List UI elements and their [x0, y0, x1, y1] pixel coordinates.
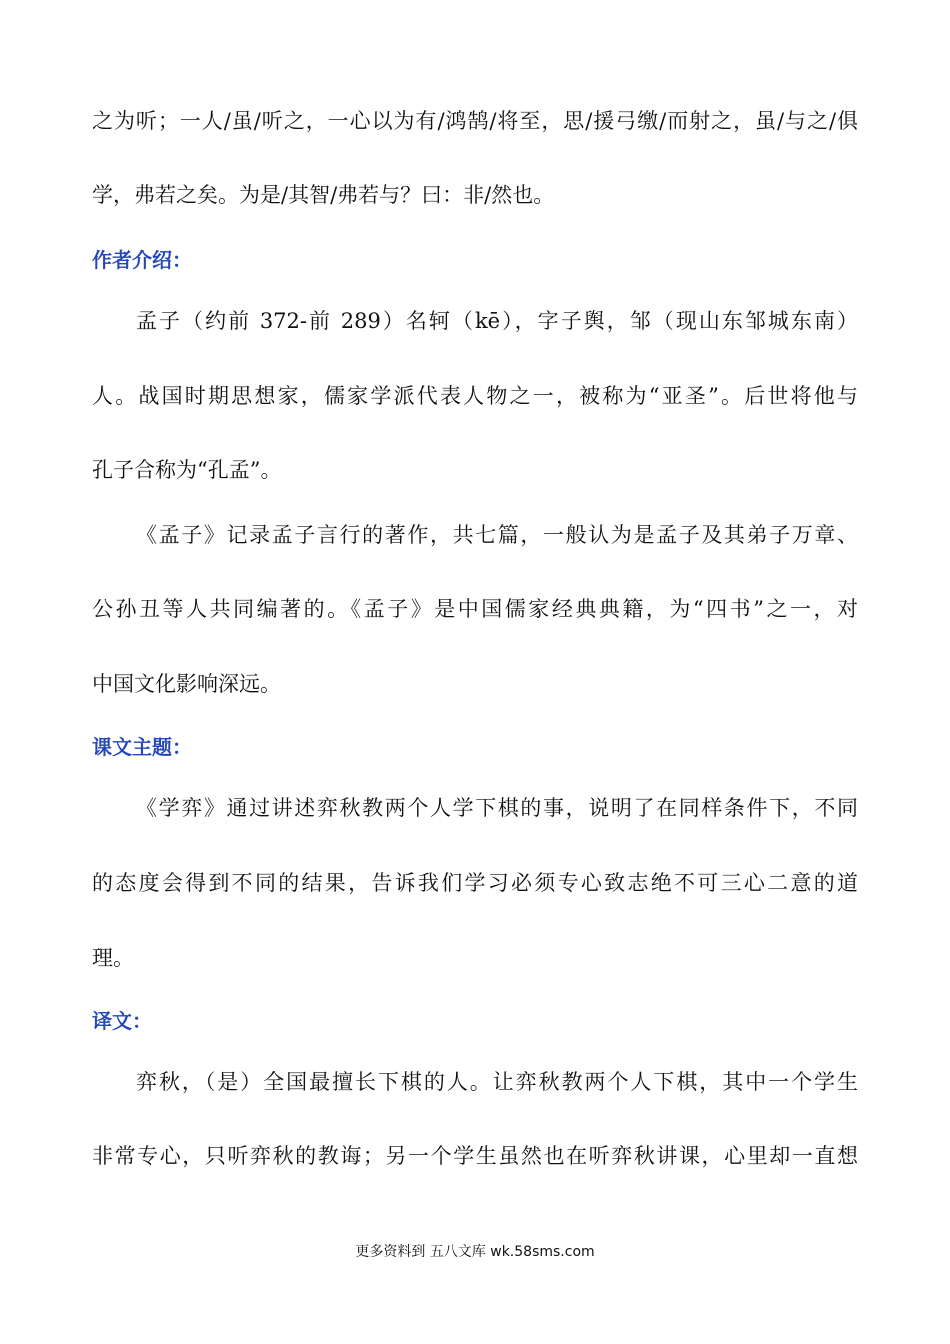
author-paragraph2-line-1: 《孟子》记录孟子言行的著作，共七篇，一般认为是孟子及其弟子万章、 — [136, 523, 858, 547]
author-paragraph2-line-2: 公孙丑等人共同编著的。《孟子》是中国儒家经典典籍，为“四书”之一，对 — [92, 597, 858, 621]
author-paragraph1-line-2: 人。战国时期思想家，儒家学派代表人物之一，被称为“亚圣”。后世将他与 — [92, 384, 858, 408]
passage-line-1: 之为听；一人/虽/听之，一心以为有/鸿鹄/将至，思/援弓缴/而射之，虽/与之/俱 — [92, 109, 858, 133]
theme-paragraph-line-3: 理。 — [92, 946, 134, 970]
author-paragraph2-line-3: 中国文化影响深远。 — [92, 672, 281, 696]
author-paragraph1-line-3: 孔子合称为“孔孟”。 — [92, 458, 282, 482]
theme-paragraph-line-2: 的态度会得到不同的结果，告诉我们学习必须专心致志绝不可三心二意的道 — [92, 871, 858, 895]
author-paragraph1-line-1: 孟子（约前 372-前 289）名轲（kē），字子舆，邹（现山东邹城东南） — [136, 309, 858, 333]
theme-paragraph-line-1: 《学弈》通过讲述弈秋教两个人学下棋的事，说明了在同样条件下，不同 — [136, 796, 858, 820]
translation-heading: 译文： — [92, 1009, 152, 1033]
footer-source-link[interactable]: 更多资料到 五八文库 wk.58sms.com — [355, 1244, 595, 1260]
translation-line-1: 弈秋，（是）全国最擅长下棋的人。让弈秋教两个人下棋，其中一个学生 — [136, 1070, 858, 1094]
theme-heading: 课文主题： — [92, 735, 192, 759]
translation-line-2: 非常专心，只听弈秋的教诲；另一个学生虽然也在听弈秋讲课，心里却一直想 — [92, 1144, 858, 1168]
passage-line-2: 学，弗若之矣。为是/其智/弗若与？曰：非/然也。 — [92, 183, 555, 207]
author-heading: 作者介绍： — [92, 248, 192, 272]
